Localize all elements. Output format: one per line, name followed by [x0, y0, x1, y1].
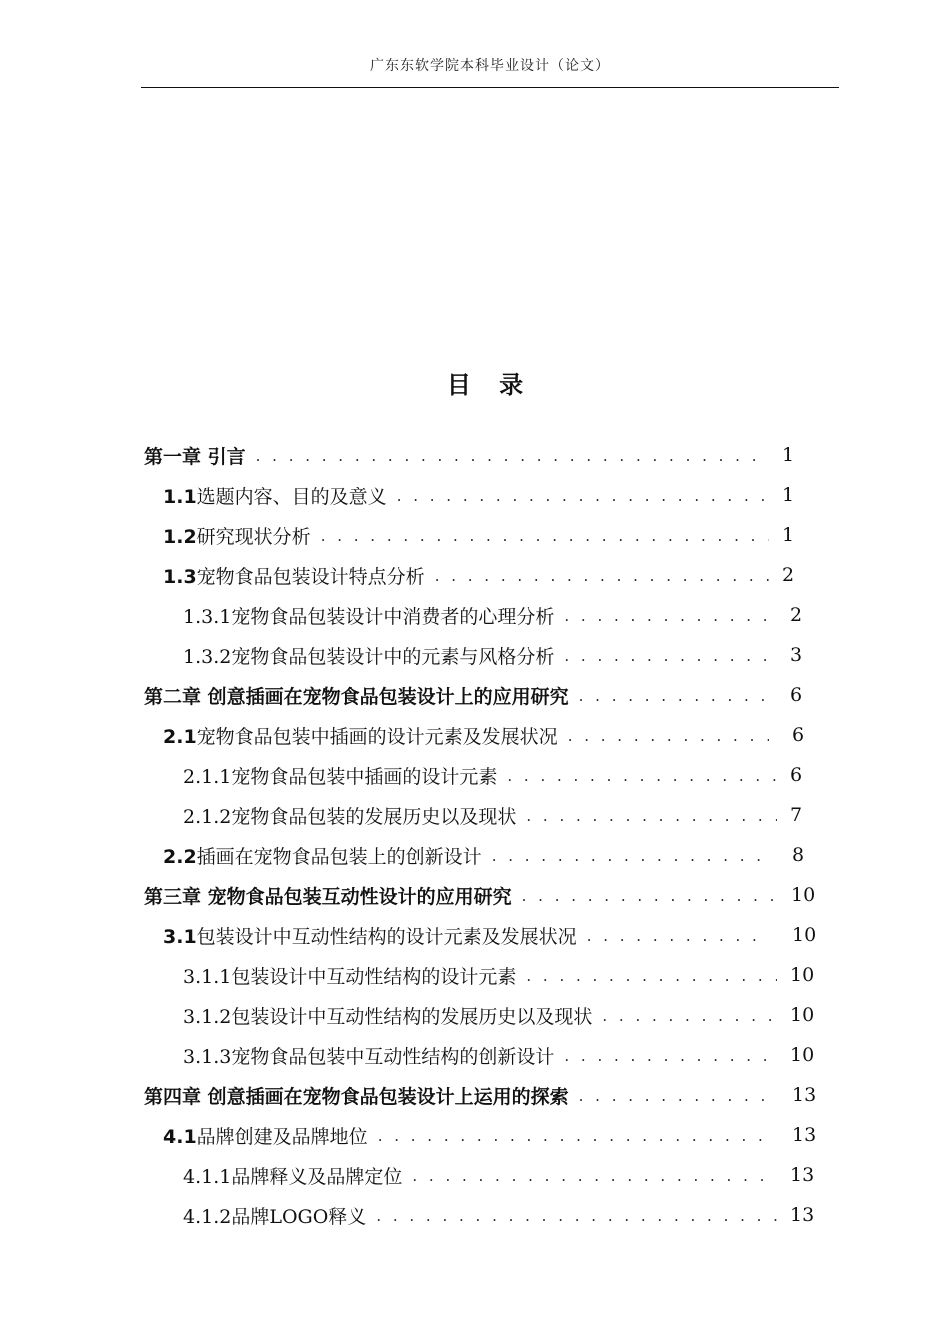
toc-subsection-2-1-1[interactable]	[0, 755, 950, 795]
toc-section-number: 2.1.2	[183, 805, 232, 828]
toc-section-number: 1.3.1	[183, 605, 232, 628]
toc-subsection-4-1-2[interactable]	[0, 1195, 950, 1235]
toc-page-number: 10	[790, 964, 815, 986]
toc-subsection-1-3-1[interactable]	[0, 595, 950, 635]
toc-chapter-3[interactable]	[0, 875, 950, 915]
dot-leader	[526, 805, 777, 825]
toc-section-number: 1.3	[163, 565, 197, 588]
toc-entry-title: 品牌创建及品牌地位	[196, 1125, 368, 1148]
toc-section-number: 2.2	[163, 845, 197, 868]
toc-section-2-2[interactable]	[0, 835, 950, 875]
toc-page-number: 1	[782, 524, 795, 546]
toc-section-number: 1.1	[163, 485, 197, 508]
toc-chapter-4[interactable]	[0, 1075, 950, 1115]
toc-subsection-2-1-2[interactable]	[0, 795, 950, 835]
toc-section-number: 2.1.1	[183, 765, 232, 788]
toc-section-1-1[interactable]	[0, 475, 950, 515]
toc-chapter-1[interactable]	[0, 435, 950, 475]
dot-leader	[412, 1165, 777, 1185]
toc-entry-title: 宠物食品包装的发展历史以及现状	[231, 805, 517, 828]
dot-leader	[579, 1085, 766, 1105]
toc-section-3-1[interactable]	[0, 915, 950, 955]
toc-section-number: 4.1	[163, 1125, 197, 1148]
toc-page-number: 2	[782, 564, 795, 586]
toc-page-number: 8	[792, 844, 805, 866]
toc-subsection-3-1-2[interactable]	[0, 995, 950, 1035]
toc-section-number: 4.1.1	[183, 1165, 232, 1188]
toc-chapter-2[interactable]	[0, 675, 950, 715]
toc-entry-title: 宠物食品包装设计特点分析	[196, 565, 425, 588]
toc-page-number: 3	[790, 644, 803, 666]
toc-entry-title: 品牌LOGO释义	[231, 1205, 367, 1228]
dot-leader	[602, 1005, 777, 1025]
dot-leader	[435, 565, 769, 585]
dot-leader	[256, 445, 766, 465]
dot-leader	[507, 765, 777, 785]
table-of-contents	[0, 435, 950, 1235]
toc-page-number: 6	[790, 764, 803, 786]
toc-section-number: 3.1	[163, 925, 197, 948]
toc-entry-title: 宠物食品包装中插画的设计元素及发展状况	[196, 725, 558, 748]
toc-entry-title: 宠物食品包装中插画的设计元素	[231, 765, 498, 788]
toc-section-number: 3.1.2	[183, 1005, 232, 1028]
dot-leader	[522, 885, 774, 905]
toc-entry-title: 插画在宠物食品包装上的创新设计	[196, 845, 482, 868]
toc-page-number: 13	[790, 1204, 815, 1226]
toc-entry-title: 包装设计中互动性结构的发展历史以及现状	[231, 1005, 593, 1028]
dot-leader	[568, 725, 769, 745]
toc-page-number: 1	[782, 444, 795, 466]
toc-entry-title: 宠物食品包装设计中的元素与风格分析	[231, 645, 555, 668]
toc-entry-title: 包装设计中互动性结构的设计元素	[231, 965, 517, 988]
toc-entry-title: 包装设计中互动性结构的设计元素及发展状况	[196, 925, 577, 948]
toc-section-1-2[interactable]	[0, 515, 950, 555]
toc-page-number: 10	[790, 1004, 815, 1026]
toc-entry-title: 第三章 宠物食品包装互动性设计的应用研究	[144, 885, 512, 908]
toc-entry-title: 宠物食品包装设计中消费者的心理分析	[231, 605, 555, 628]
toc-entry-title: 研究现状分析	[196, 525, 311, 548]
toc-page-number: 2	[790, 604, 803, 626]
toc-page-number: 10	[792, 924, 817, 946]
header-rule	[141, 87, 839, 88]
toc-subsection-4-1-1[interactable]	[0, 1155, 950, 1195]
toc-subsection-3-1-3[interactable]	[0, 1035, 950, 1075]
toc-title: 目 录	[446, 371, 534, 399]
toc-page-number: 13	[792, 1084, 817, 1106]
dot-leader	[579, 685, 766, 705]
toc-section-number: 3.1.3	[183, 1045, 232, 1068]
toc-page-number: 10	[791, 884, 816, 906]
toc-entry-title: 宠物食品包装中互动性结构的创新设计	[231, 1045, 555, 1068]
toc-entry-title: 选题内容、目的及意义	[196, 485, 387, 508]
toc-page-number: 10	[790, 1044, 815, 1066]
toc-section-1-3[interactable]	[0, 555, 950, 595]
toc-entry-title: 第二章 创意插画在宠物食品包装设计上的应用研究	[144, 685, 569, 708]
toc-section-2-1[interactable]	[0, 715, 950, 755]
toc-section-number: 4.1.2	[183, 1205, 232, 1228]
toc-entry-title: 品牌释义及品牌定位	[231, 1165, 403, 1188]
toc-section-number: 1.2	[163, 525, 197, 548]
dot-leader	[397, 485, 769, 505]
dot-leader	[378, 1125, 769, 1145]
toc-page-number: 13	[790, 1164, 815, 1186]
toc-section-4-1[interactable]	[0, 1115, 950, 1155]
toc-page-number: 6	[792, 724, 805, 746]
toc-entry-title: 第四章 创意插画在宠物食品包装设计上运用的探索	[144, 1085, 569, 1108]
dot-leader	[587, 925, 769, 945]
dot-leader	[321, 525, 769, 545]
toc-section-number: 3.1.1	[183, 965, 232, 988]
toc-subsection-1-3-2[interactable]	[0, 635, 950, 675]
toc-subsection-3-1-1[interactable]	[0, 955, 950, 995]
dot-leader	[526, 965, 777, 985]
toc-page-number: 6	[790, 684, 803, 706]
running-header: 广东东软学院本科毕业设计（论文）	[370, 58, 610, 74]
toc-page-number: 7	[790, 804, 803, 826]
toc-page-number: 13	[792, 1124, 817, 1146]
toc-entry-title: 第一章 引言	[144, 445, 246, 468]
dot-leader	[564, 645, 777, 665]
toc-section-number: 1.3.2	[183, 645, 232, 668]
dot-leader	[492, 845, 769, 865]
dot-leader	[376, 1205, 777, 1225]
dot-leader	[564, 605, 777, 625]
toc-page-number: 1	[782, 484, 795, 506]
toc-section-number: 2.1	[163, 725, 197, 748]
dot-leader	[564, 1045, 777, 1065]
